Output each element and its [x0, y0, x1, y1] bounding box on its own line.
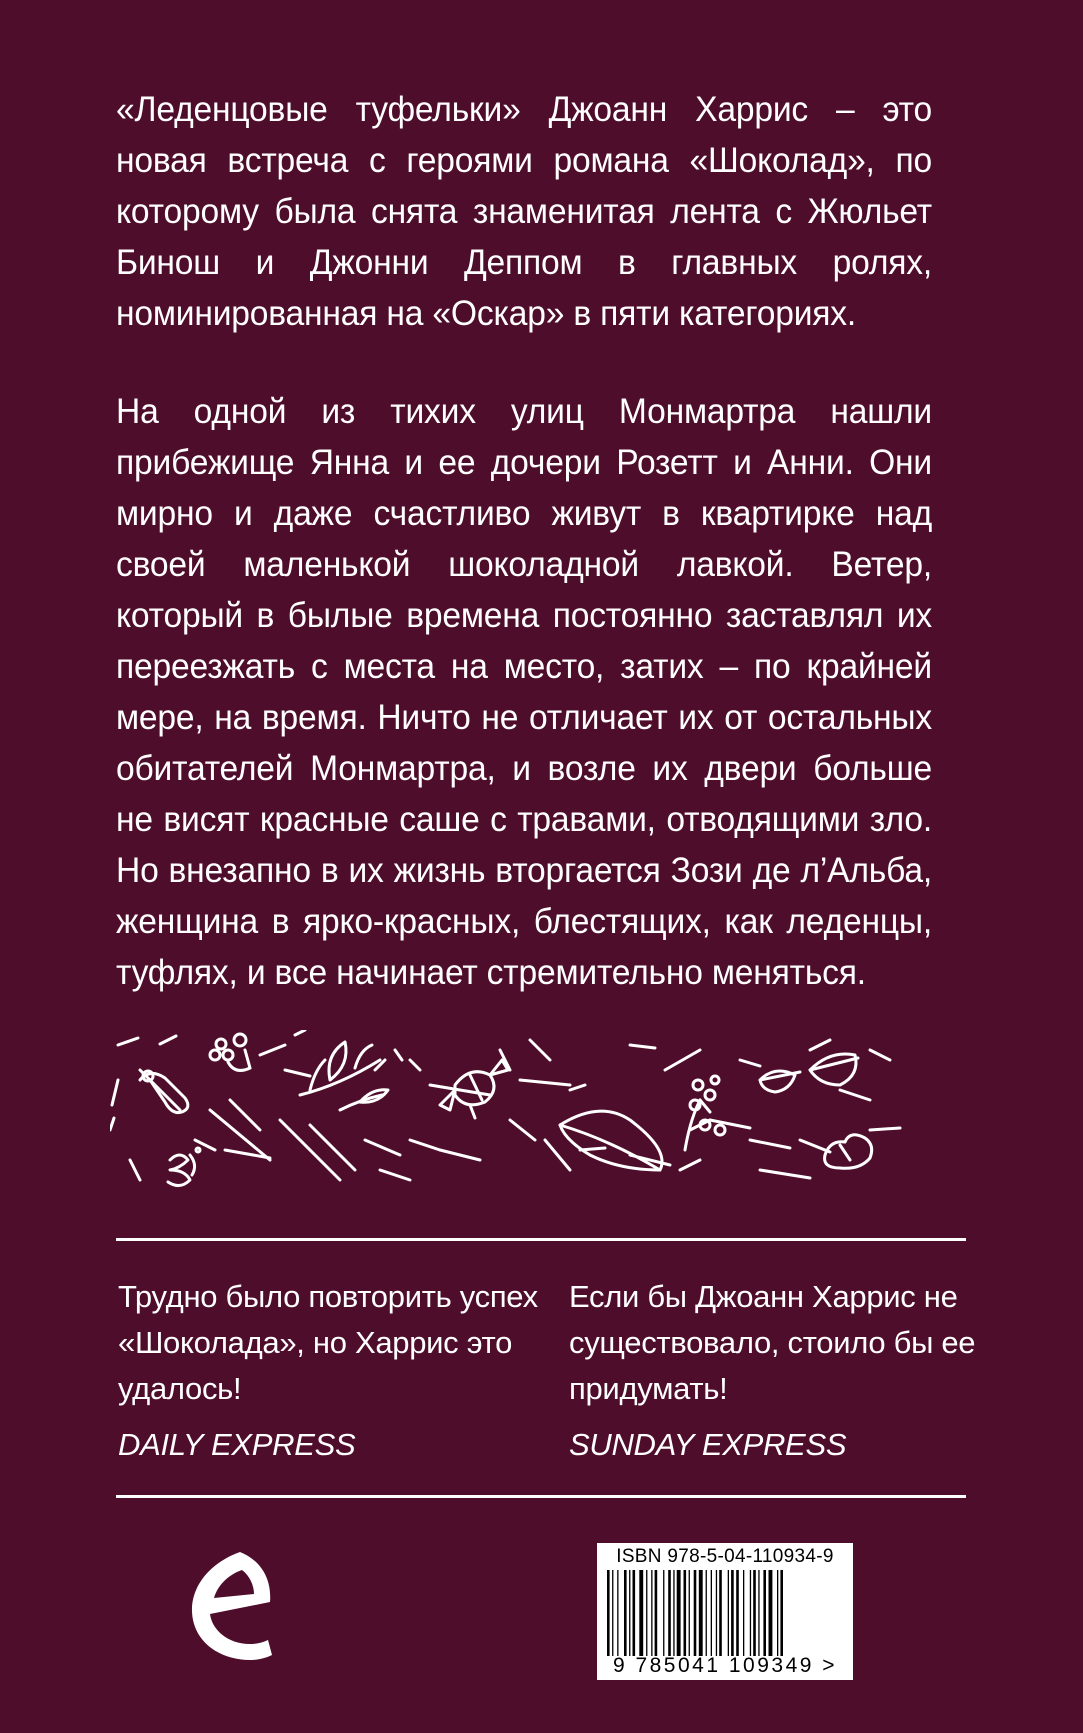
scattered-doodles-icon [110, 1030, 970, 1200]
quote-source: DAILY EXPRESS [118, 1427, 356, 1462]
quote-source: SUNDAY EXPRESS [569, 1427, 847, 1462]
blurb-paragraph-2: На одной из тихих улиц Монмартра нашли прибежище Янна и ее дочери Розетт и Анни. Они мирно и даже счастливо живут в квартирке над своей маленькой шоколадной лавкой. Ветер, который в былые времена постоянно заставлял их переезжать с места на место, затих – по крайней мере, на время. Ничто не отличает их от остальных обитателей Монмартра, и возле их двери больше не висят красные саше с травами, отводящими зло. Но внезапно в их жизнь вторгается Зози де л’Альба, женщина в ярко-красных, блестящих, как леденцы, туфлях, и все начинает стремительно меняться. [116, 392, 932, 992]
review-quote-right [569, 1274, 989, 1468]
divider-top [116, 1238, 966, 1241]
divider-bottom [116, 1495, 966, 1498]
barcode [597, 1543, 853, 1680]
blurb-paragraph-1: «Леденцовые туфельки» Джоанн Харрис – это новая встреча с героями романа «Шоколад», по которому была снята знаменитая лента с Жюльет Бинош и Джонни Деппом в главных ролях, номинированная на «Оскар» в пяти категориях. [116, 90, 932, 333]
barcode-digits: 9 785041 109349 > [612, 1654, 838, 1677]
barcode-bars [607, 1570, 843, 1656]
quote-text: Трудно было повторить успех «Шоколада», но Харрис это удалось! [118, 1279, 538, 1406]
quote-text: Если бы Джоанн Харрис не существовало, стоило бы ее придумать! [569, 1279, 976, 1406]
review-quote-left [118, 1274, 538, 1468]
isbn-label: ISBN 978-5-04-110934-9 [616, 1546, 834, 1567]
eksmo-logo-icon [188, 1548, 274, 1664]
